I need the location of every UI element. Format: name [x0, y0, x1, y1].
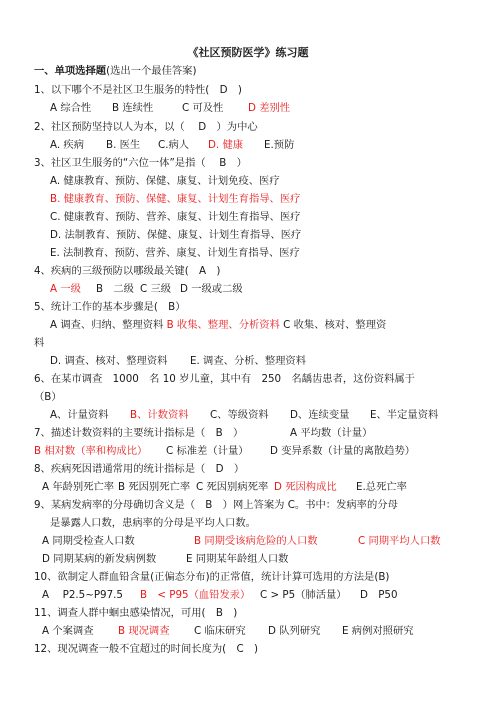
q8-option-e: E.总死亡率: [356, 481, 407, 493]
q2-option-a: A. 疾病: [50, 139, 85, 151]
q7-option-b: B 相对数（率和构成比）: [34, 445, 148, 457]
q4-option-c: C 三级: [140, 283, 172, 295]
q10-option-a: A P2.5~P97.5: [42, 589, 123, 601]
q4-options: [50, 282, 243, 296]
q11-option-b: B 现况调查: [118, 625, 170, 637]
q10-option-c: C > P5（肺活量）: [260, 589, 347, 601]
q8-option-c: C 死因别病死率: [196, 481, 269, 493]
section-note: (选出一个最佳答案): [106, 65, 197, 77]
q3-stem: 3、社区卫生服务的“六位一体”是指（ B ）: [34, 157, 247, 169]
q11-option-e: E 病例对照研究: [342, 625, 414, 637]
q2-option-d: D. 健康: [208, 139, 244, 151]
q1-option-d: D 差别性: [248, 102, 291, 114]
q9-option-d: D 同期某病的新发病例数: [42, 553, 157, 565]
q11-option-d: D 队列研究: [268, 625, 321, 637]
q6-stem-line1: 6、在某市调查 1000 名 10 岁儿童，其中有 250 名龋齿患者，这份资料属于: [34, 373, 415, 385]
q5-stem: 5、统计工作的基本步骤是( B）: [34, 301, 186, 313]
q3-option-c: C. 健康教育、预防、营养、康复、计划生育指导、医疗: [50, 211, 301, 223]
q6-options: [50, 408, 438, 422]
q3-option-e: E. 法制教育、预防、营养、康复、计划生育指导、医疗: [50, 247, 300, 259]
q5-options-line1: [50, 318, 386, 332]
q4-option-a: A 一级: [50, 283, 81, 295]
q9-stem-line1: 9、某病发病率的分母确切含义是（ B ）网上答案为 C。书中：发病率的分母: [34, 499, 398, 511]
q9-option-a: A 同期受检查人口数: [42, 535, 135, 547]
q6-option-a: A、计量资料: [50, 409, 109, 421]
q1-options: [50, 101, 290, 115]
q10-options: [42, 588, 398, 602]
q3-option-a: A. 健康教育、预防、保健、康复、计划免疫、医疗: [50, 175, 280, 187]
q1-stem: 1、以下哪个不是社区卫生服务的特性( D ): [34, 84, 242, 96]
q2-option-c: C.病人: [158, 139, 190, 151]
q4-option-d: D 一级或二级: [180, 283, 243, 295]
q3-option-b: B. 健康教育、预防、保健、康复、计划生育指导、医疗: [50, 193, 301, 205]
q4-stem: 4、疾病的三级预防以哪级最关键( A ): [34, 265, 221, 277]
q8-option-b: B 死因别死亡率: [118, 481, 191, 493]
q1-option-c: C 可及性: [182, 102, 224, 114]
q2-options: [50, 138, 294, 152]
q1-option-b: B 连续性: [112, 102, 154, 114]
section-heading: [34, 64, 197, 78]
q7-stem-text: 7、描述计数资料的主要统计指标是（ B ）: [34, 427, 244, 439]
section-title: 一、单项选择题: [34, 65, 107, 77]
q8-option-a: A 年龄别死亡率: [42, 481, 115, 493]
q8-stem: 8、疾病死因谱通常用的统计指标是（ D ）: [34, 463, 245, 475]
q10-option-d: D P50: [360, 589, 398, 601]
q9-option-c: C 同期平均人口数: [358, 535, 441, 547]
q5-option-d: D. 调查、核对、整理资料: [50, 355, 168, 367]
q2-option-e: E.预防: [264, 139, 295, 151]
q9-options-line2: [42, 552, 288, 566]
q6-option-d: D、连续变量: [290, 409, 350, 421]
q8-option-d: D 死因构成比: [274, 481, 337, 493]
q11-option-a: A 个案调查: [42, 625, 94, 637]
q1-option-a: A 综合性: [50, 102, 92, 114]
q6-option-b: B、计数资料: [130, 409, 189, 421]
q7-options: [34, 444, 415, 458]
q7-stem: [34, 426, 372, 440]
document-title: 《社区预防医学》练习题: [187, 46, 309, 59]
q5-option-c-wrap: 料: [34, 337, 45, 349]
q5-option-a: A 调查、归纳、整理资料: [50, 319, 164, 331]
q2-stem: 2、社区预防坚持以人为本，以（ D ）为中心: [34, 121, 258, 133]
q5-option-c: C 收集、核对、整理资: [283, 319, 387, 331]
q6-option-e: E、半定量资料: [370, 409, 439, 421]
q11-options: [42, 624, 414, 638]
q9-option-b: B 同期受该病危险的人口数: [194, 535, 318, 547]
q3-option-d: D. 法制教育、预防、保健、康复、计划生育指导、医疗: [50, 229, 302, 241]
q5-option-e: E. 调查、分析、整理资料: [190, 355, 307, 367]
q10-option-b: B < P95（血铅发汞）: [140, 589, 251, 601]
q6-stem-line2: （B）: [34, 391, 62, 403]
q10-stem: 10、欲制定人群血铅含量(正偏态分布)的正常值，统计计算可选用的方法是(B): [34, 571, 390, 583]
q6-option-c: C、等级资料: [210, 409, 269, 421]
q8-options: [42, 480, 407, 494]
q9-stem-line2: 是暴露人口数，患病率的分母是平均人口数。: [50, 517, 256, 529]
q7-option-a: A 平均数（计量）: [290, 427, 373, 439]
q7-option-c: C 标准差（计量）: [166, 445, 249, 457]
q7-option-d: D 变异系数（计量的离散趋势）: [270, 445, 416, 457]
q2-option-b: B. 医生: [106, 139, 141, 151]
q9-options-line1: [42, 534, 441, 548]
q5-option-b: B 收集、整理、分析资料: [166, 319, 280, 331]
q9-option-e: E 同期某年龄组人口数: [186, 553, 289, 565]
q4-option-b: B 二级: [96, 283, 134, 295]
q11-option-c: C 临床研究: [194, 625, 246, 637]
q5-options-line2: [50, 354, 306, 368]
q11-stem: 11、调查人群中蛔虫感染情况，可用( B ): [34, 607, 238, 619]
q12-stem: 12、现况调查一般不宜超过的时间长度为( C ): [34, 643, 258, 655]
